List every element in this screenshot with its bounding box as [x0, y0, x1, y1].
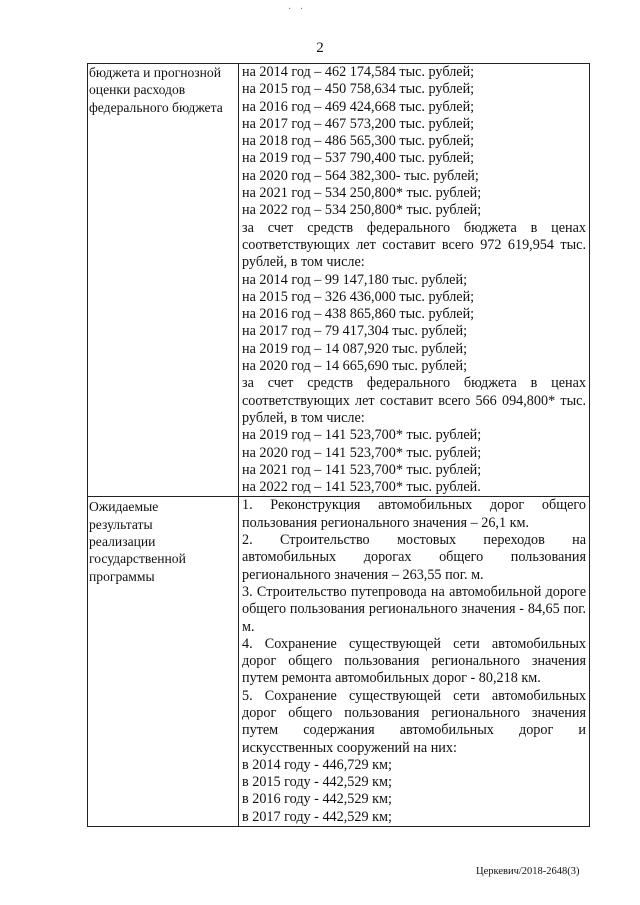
content-line: на 2022 год – 141 523,700* тыс. рублей. [242, 479, 481, 496]
content-line: на 2020 год – 14 665,690 тыс. рублей; [242, 358, 468, 375]
row-heading-line: реализации [89, 534, 156, 550]
content-line: в 2015 году - 442,529 км; [242, 774, 392, 791]
content-line: на 2014 год – 462 174,584 тыс. рублей; [242, 64, 475, 80]
row-heading-line: результаты [89, 516, 153, 532]
content-line: 3. Строительство путепровода на автомобильной дороге общего пользования регионального значения - 84,65 пог. м. [242, 583, 586, 635]
scan-mark: · · [288, 4, 307, 15]
content-line: на 2021 год – 141 523,700* тыс. рублей; [242, 461, 482, 478]
content-line: на 2016 год – 438 865,860 тыс. рублей; [242, 306, 475, 323]
content-line: на 2017 год – 467 573,200 тыс. рублей; [242, 115, 475, 132]
row-heading-cell [88, 497, 239, 827]
row-heading-line: Ожидаемые [89, 499, 159, 515]
content-line: на 2016 год – 469 424,668 тыс. рублей; [242, 98, 475, 115]
document-code: Церкевич/2018-2648(3) [476, 866, 580, 877]
content-line: 1. Реконструкция автомобильных дорог общего пользования регионального значения – 26,1 км. [242, 497, 586, 531]
content-line: на 2019 год – 537 790,400 тыс. рублей; [242, 150, 475, 167]
row-heading-line: бюджета и прогнозной [89, 65, 221, 80]
page-number: 2 [316, 40, 324, 56]
content-line: 5. Сохранение существующей сети автомобильных дорог общего пользования регионального значения путем содержания автомобильных дорог и искусственных сооружений на них: [242, 687, 586, 756]
content-line: в 2016 году - 442,529 км; [242, 791, 392, 808]
row-heading-line: оценки расходов [89, 82, 186, 98]
content-line: на 2021 год – 534 250,800* тыс. рублей; [242, 185, 482, 202]
row-heading-line: программы [89, 568, 155, 584]
content-line: в 2014 году - 446,729 км; [242, 756, 392, 773]
table-row [88, 497, 590, 827]
content-line: на 2015 год – 326 436,000 тыс. рублей; [242, 288, 475, 305]
content-line: на 2019 год – 141 523,700* тыс. рублей; [242, 427, 482, 444]
content-line: на 2014 год – 99 147,180 тыс. рублей; [242, 271, 468, 288]
row-content-cell [239, 497, 590, 827]
row-heading-line: государственной [89, 551, 186, 567]
row-heading-cell [88, 64, 239, 497]
passport-table [87, 63, 590, 827]
content-line: 2. Строительство мостовых переходов на автомобильных дорогах общего пользования регионального значения – 263,55 пог. м. [242, 532, 586, 583]
content-line: за счет средств федерального бюджета в ценах соответствующих лет составит всего 566 094,800* тыс. рублей, в том числе: [242, 375, 586, 426]
content-line: на 2020 год – 564 382,300- тыс. рублей; [242, 167, 479, 184]
content-line: на 2017 год – 79 417,304 тыс. рублей; [242, 323, 468, 340]
content-line: в 2017 году - 442,529 км; [242, 808, 392, 825]
row-content-cell [239, 64, 590, 497]
content-line: на 2015 год – 450 758,634 тыс. рублей; [242, 81, 475, 98]
row-heading-line: федерального бюджета [89, 99, 223, 115]
content-line: 4. Сохранение существующей сети автомобильных дорог общего пользования регионального значения путем ремонта автомобильных дорог - 80,218 км. [242, 635, 586, 687]
content-line: за счет средств федерального бюджета в ценах соответствующих лет составит всего 972 619,954 тыс. рублей, в том числе: [242, 219, 586, 271]
content-line: на 2020 год – 141 523,700* тыс. рублей; [242, 444, 482, 461]
content-line: на 2019 год – 14 087,920 тыс. рублей; [242, 340, 468, 357]
table-row [88, 64, 590, 497]
content-line: на 2022 год – 534 250,800* тыс. рублей; [242, 202, 482, 219]
content-line: на 2018 год – 486 565,300 тыс. рублей; [242, 133, 475, 150]
